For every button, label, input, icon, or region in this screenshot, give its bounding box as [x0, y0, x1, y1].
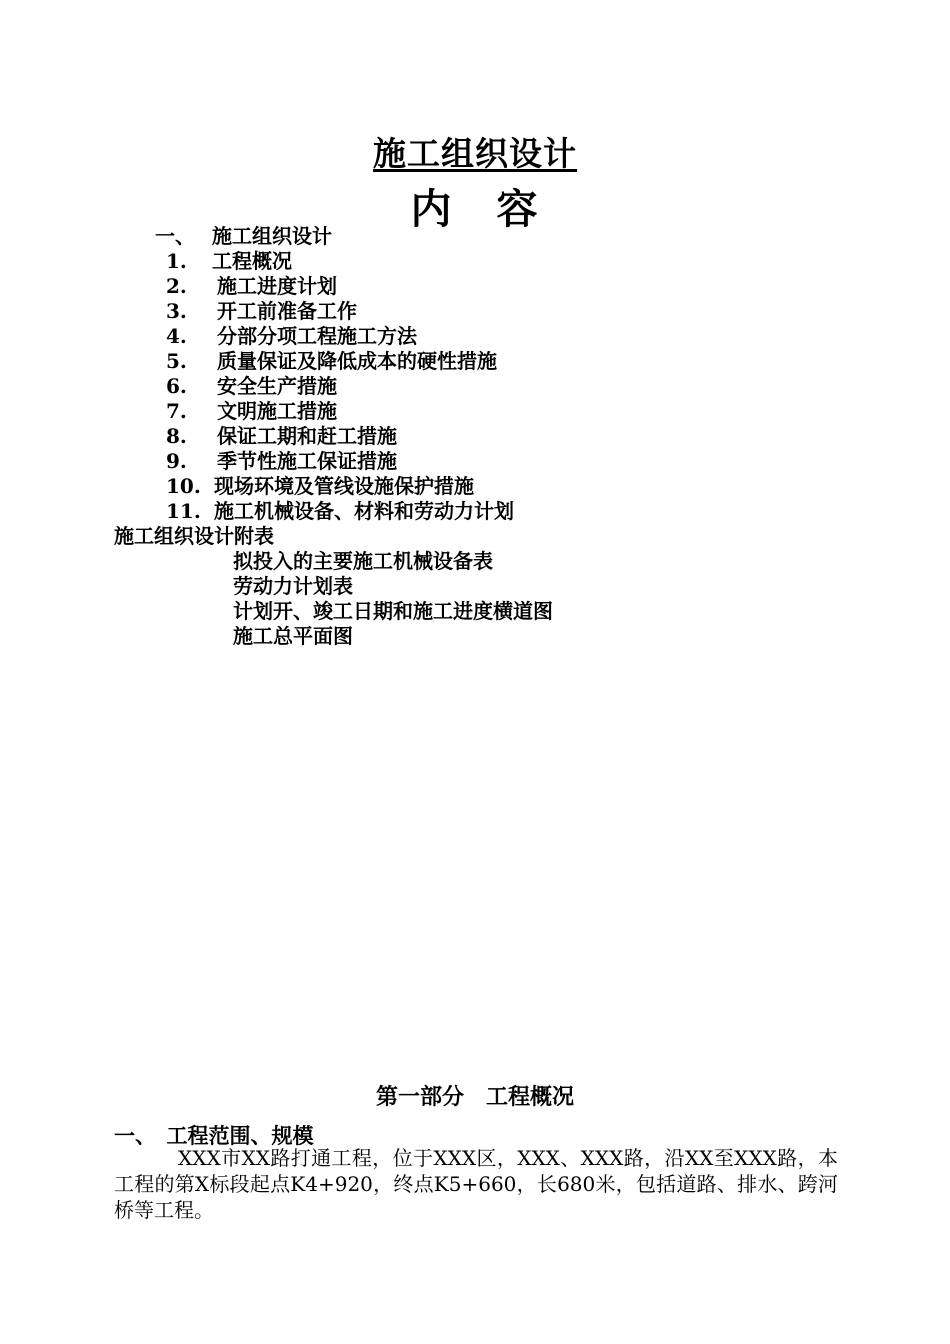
toc-item-number: 5.	[166, 349, 187, 373]
toc-item-label: 分部分项工程施工方法	[217, 324, 417, 348]
toc-item	[166, 449, 397, 474]
toc-item	[166, 299, 357, 324]
toc-main-label: 施工组织设计	[212, 224, 332, 248]
toc-item	[166, 374, 337, 399]
toc-item-label: 季节性施工保证措施	[217, 449, 397, 473]
toc-item	[166, 324, 417, 349]
document-subtitle: 内 容	[410, 185, 540, 233]
toc-item	[166, 349, 497, 374]
appendix-item: 计划开、竣工日期和施工进度横道图	[233, 599, 553, 623]
toc-item-label: 现场环境及管线设施保护措施	[214, 474, 474, 498]
toc-item-label: 施工进度计划	[217, 274, 337, 298]
toc-item-label: 开工前准备工作	[217, 299, 357, 323]
toc-item	[166, 499, 514, 524]
toc-item-number: 3.	[166, 299, 187, 323]
appendix-heading: 施工组织设计附表	[114, 524, 274, 548]
toc-item-label: 保证工期和赶工措施	[217, 424, 397, 448]
appendix-item: 施工总平面图	[233, 624, 353, 648]
toc-item-number: 10.	[166, 474, 201, 498]
part-one-subheading: 一、 工程范围、规模	[114, 1123, 314, 1148]
document-title: 施工组织设计	[373, 134, 577, 173]
toc-item-number: 2.	[166, 274, 187, 298]
toc-item-number: 9.	[166, 449, 187, 473]
toc-item-number: 8.	[166, 424, 187, 448]
toc-item-label: 文明施工措施	[217, 399, 337, 423]
toc-item-number: 6.	[166, 374, 187, 398]
toc-main-number: 一、	[155, 224, 195, 248]
part-one-paragraph: XXX市XX路打通工程，位于XXX区，XXX、XXX路，沿XX至XXX路，本工程的第X标段起点K4+920，终点K5+660，长680米，包括道路、排水、跨河桥等工程。	[114, 1146, 838, 1222]
toc-item-label: 施工机械设备、材料和劳动力计划	[214, 499, 514, 523]
toc-item-number: 7.	[166, 399, 187, 423]
appendix-item: 拟投入的主要施工机械设备表	[233, 549, 493, 573]
toc-main-item	[155, 224, 332, 249]
toc-item-number: 4.	[166, 324, 187, 348]
toc-item-number: 1.	[166, 249, 187, 273]
part-one-heading: 第一部分 工程概况	[375, 1084, 574, 1110]
toc-item	[166, 249, 292, 274]
toc-item-label: 安全生产措施	[217, 374, 337, 398]
toc-item-number: 11.	[166, 499, 201, 523]
toc-item-label: 质量保证及降低成本的硬性措施	[217, 349, 497, 373]
toc-item	[166, 274, 337, 299]
toc-item	[166, 424, 397, 449]
toc-item	[166, 399, 337, 424]
toc-item-label: 工程概况	[212, 249, 292, 273]
appendix-item: 劳动力计划表	[233, 574, 353, 598]
toc-item	[166, 474, 474, 499]
